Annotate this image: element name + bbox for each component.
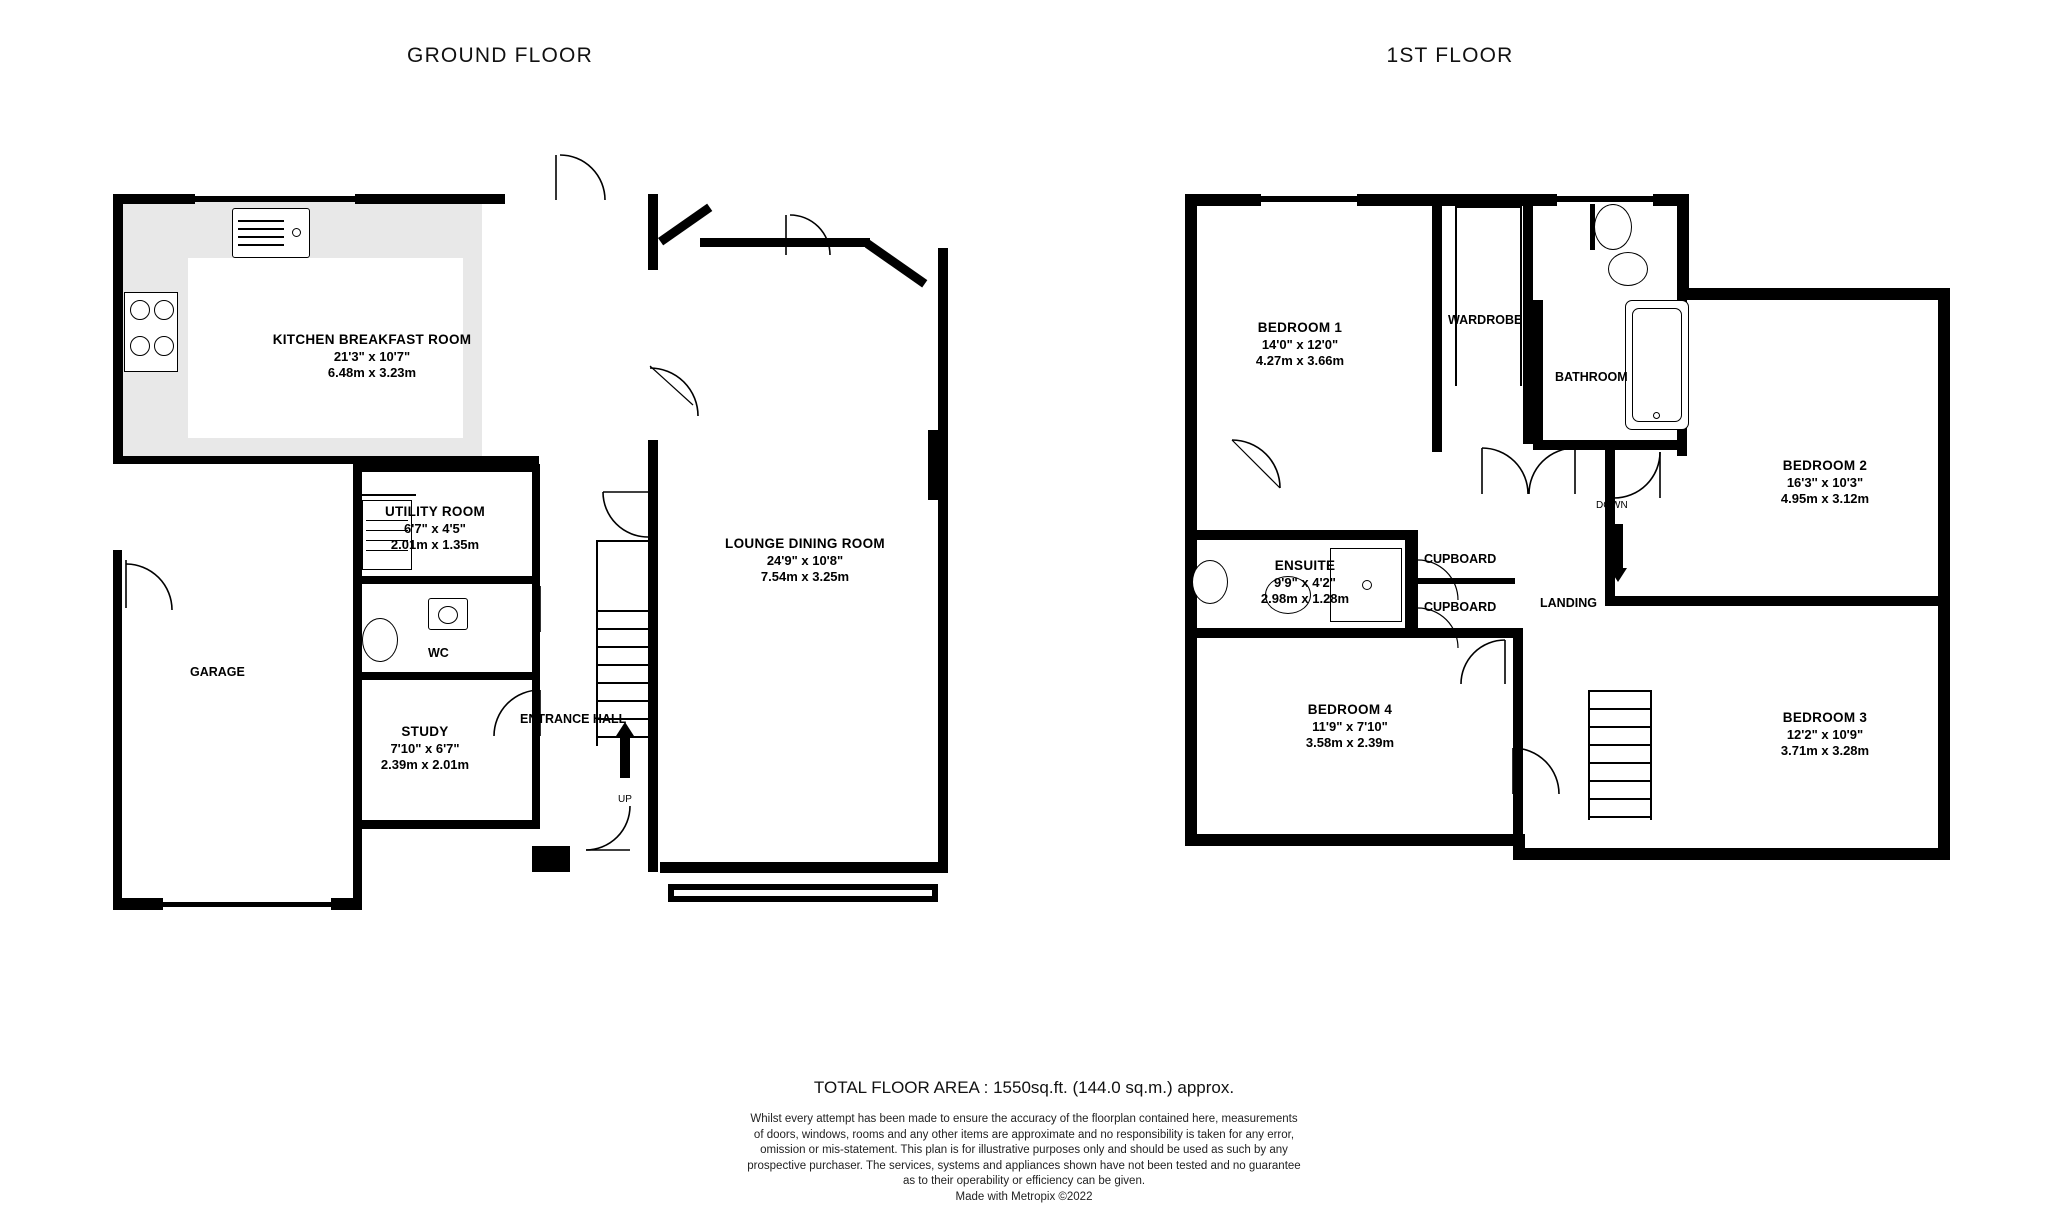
kitchen-sink-drain-icon bbox=[292, 228, 301, 237]
room-label-kitchen bbox=[182, 332, 562, 382]
room-label-wc: WC bbox=[428, 646, 449, 660]
kitchen-sink-line-2 bbox=[238, 228, 284, 230]
room-dims-metric: 2.98m x 1.28m bbox=[1180, 591, 1430, 608]
room-dims-imperial: 11'9" x 7'10" bbox=[1205, 719, 1495, 736]
utility-worktop bbox=[358, 494, 416, 496]
room-name: BEDROOM 4 bbox=[1205, 702, 1495, 719]
wall-bay-window-left bbox=[668, 884, 674, 902]
room-label-lounge bbox=[610, 536, 1000, 586]
stair-down-arrow-shaft bbox=[1613, 524, 1623, 570]
wall-ff-ext-top bbox=[1677, 288, 1950, 300]
wall-ensuite-bottom bbox=[1185, 628, 1415, 638]
wall-garage-left bbox=[113, 550, 122, 910]
wall-porch-right-diag bbox=[865, 240, 928, 288]
wardrobe-line-top bbox=[1455, 206, 1521, 208]
hob-ring-4 bbox=[154, 336, 174, 356]
stair-up-arrow-shaft bbox=[620, 732, 630, 778]
wall-bay-window-right bbox=[932, 884, 938, 902]
room-dims-imperial: 24'9" x 10'8" bbox=[610, 553, 1000, 570]
room-dims-imperial: 6'7" x 4'5" bbox=[285, 521, 585, 538]
room-name: UTILITY ROOM bbox=[285, 504, 585, 521]
room-label-cupboard-2: CUPBOARD bbox=[1424, 600, 1496, 614]
first-floor-title: 1ST FLOOR bbox=[1250, 44, 1650, 68]
room-label-utility bbox=[285, 504, 585, 554]
ground-floor-title: GROUND FLOOR bbox=[300, 44, 700, 68]
room-dims-imperial: 9'9" x 4'2" bbox=[1180, 575, 1430, 592]
disclaimer-line: as to their operability or efficiency can be given. bbox=[0, 1174, 2048, 1190]
room-label-wardrobe: WARDROBE bbox=[1448, 313, 1522, 327]
room-dims-metric: 6.48m x 3.23m bbox=[182, 365, 562, 382]
kitchen-sink-line-4 bbox=[238, 244, 284, 246]
wall-utility-bottom bbox=[353, 576, 540, 584]
disclaimer-line: of doors, windows, rooms and any other items are approximate and no responsibility is taken for any error, bbox=[0, 1128, 2048, 1144]
room-dims-imperial: 12'2" x 10'9" bbox=[1680, 727, 1970, 744]
room-label-study bbox=[300, 724, 550, 774]
bathroom-basin-icon bbox=[1608, 252, 1648, 286]
wc-cistern bbox=[356, 616, 362, 662]
wall-wardrobe-right bbox=[1523, 194, 1533, 444]
disclaimer-line: Whilst every attempt has been made to ensure the accuracy of the floorplan contained here, measurements bbox=[0, 1112, 2048, 1128]
room-label-cupboard-1: CUPBOARD bbox=[1424, 552, 1496, 566]
room-label-bedroom-2 bbox=[1680, 458, 1970, 508]
room-name: STUDY bbox=[300, 724, 550, 741]
wall-ff-right-upper bbox=[1677, 194, 1689, 296]
room-dims-metric: 4.95m x 3.12m bbox=[1680, 491, 1970, 508]
room-name: BEDROOM 1 bbox=[1155, 320, 1445, 337]
room-label-bedroom-1 bbox=[1155, 320, 1445, 370]
hob-ring-1 bbox=[130, 300, 150, 320]
room-dims-metric: 7.54m x 3.25m bbox=[610, 569, 1000, 586]
bathroom-bath-inner bbox=[1632, 308, 1682, 422]
wall-ff-bottom-window-2 bbox=[1260, 836, 1390, 842]
room-name: BEDROOM 2 bbox=[1680, 458, 1970, 475]
made-with-credit: Made with Metropix ©2022 bbox=[0, 1190, 2048, 1205]
wall-bed4-top bbox=[1415, 628, 1523, 638]
room-label-landing: LANDING bbox=[1540, 596, 1597, 610]
wall-ff-left bbox=[1185, 194, 1197, 846]
room-dims-metric: 3.71m x 3.28m bbox=[1680, 743, 1970, 760]
room-label-ensuite bbox=[1180, 558, 1430, 608]
room-dims-imperial: 16'3'' x 10'3" bbox=[1680, 475, 1970, 492]
wall-cupboard-divider bbox=[1415, 578, 1515, 584]
room-dims-imperial: 21'3" x 10'7" bbox=[182, 349, 562, 366]
wall-porch-top-mid bbox=[700, 238, 870, 247]
room-label-bedroom-4 bbox=[1205, 702, 1495, 752]
room-label-entrance-hall: ENTRANCE HALL bbox=[520, 712, 626, 726]
hob-ring-2 bbox=[154, 300, 174, 320]
bathroom-cistern bbox=[1590, 204, 1595, 250]
wall-bathroom-left bbox=[1533, 300, 1543, 446]
wall-ff-top-window-1 bbox=[1261, 196, 1357, 202]
room-name: LOUNGE DINING ROOM bbox=[610, 536, 1000, 553]
room-name: ENSUITE bbox=[1180, 558, 1430, 575]
wardrobe-line-right bbox=[1520, 206, 1522, 386]
wall-bed2-bottom bbox=[1605, 596, 1950, 606]
wall-kitchen-top-right bbox=[355, 194, 505, 204]
wall-bay-window-outer bbox=[668, 884, 938, 890]
room-label-garage: GARAGE bbox=[190, 665, 245, 679]
room-dims-imperial: 14'0" x 12'0" bbox=[1155, 337, 1445, 354]
wall-ff-ext-right bbox=[1938, 288, 1950, 860]
total-floor-area: TOTAL FLOOR AREA : 1550sq.ft. (144.0 sq.m.) approx. bbox=[0, 1078, 2048, 1098]
wall-hall-bottom-left bbox=[532, 846, 570, 872]
wall-ff-top-window-2 bbox=[1557, 196, 1653, 202]
room-dims-imperial: 7'10" x 6'7" bbox=[300, 741, 550, 758]
wall-garage-bottom-right bbox=[331, 898, 353, 910]
room-label-bathroom: BATHROOM bbox=[1555, 370, 1628, 384]
wardrobe-line-left bbox=[1455, 206, 1457, 386]
bathroom-bath-plug-icon bbox=[1653, 412, 1660, 419]
wall-ff-bottom-window bbox=[1700, 850, 1845, 856]
wc-basin-bowl bbox=[438, 606, 458, 624]
wall-kitchen-bottom bbox=[123, 456, 539, 464]
wall-wc-right bbox=[532, 576, 540, 680]
disclaimer-line: omission or mis-statement. This plan is for illustrative purposes only and should be used as such by any bbox=[0, 1143, 2048, 1159]
room-name: KITCHEN BREAKFAST ROOM bbox=[182, 332, 562, 349]
room-dims-metric: 3.58m x 2.39m bbox=[1205, 735, 1495, 752]
room-dims-metric: 2.01m x 1.35m bbox=[285, 537, 585, 554]
wall-wc-bottom bbox=[353, 672, 540, 680]
disclaimer-line: prospective purchaser. The services, systems and appliances shown have not been tested and no guarantee bbox=[0, 1159, 2048, 1175]
wall-ensuite-top bbox=[1185, 530, 1415, 540]
wall-bay-window-inner bbox=[668, 896, 938, 902]
stair-direction-up-label: UP bbox=[618, 794, 632, 805]
wall-bed4-right bbox=[1513, 638, 1523, 838]
kitchen-sink-line-1 bbox=[238, 220, 284, 222]
wall-garage-bottom-left bbox=[113, 898, 163, 910]
wall-garage-door bbox=[163, 902, 331, 907]
bathroom-toilet-icon bbox=[1594, 204, 1632, 250]
room-name: BEDROOM 3 bbox=[1680, 710, 1970, 727]
wall-hall-left bbox=[648, 194, 658, 270]
wall-lounge-right-bay bbox=[928, 430, 948, 500]
disclaimer-text bbox=[0, 1112, 2048, 1205]
wc-toilet-icon bbox=[362, 618, 398, 662]
wall-left-upper bbox=[113, 194, 123, 464]
wall-utility-top bbox=[353, 464, 540, 472]
room-dims-metric: 4.27m x 3.66m bbox=[1155, 353, 1445, 370]
stair-direction-down-label: DOWN bbox=[1596, 500, 1628, 511]
kitchen-sink-line-3 bbox=[238, 236, 284, 238]
hob-ring-3 bbox=[130, 336, 150, 356]
stair-down-arrow-head bbox=[1609, 568, 1627, 582]
wall-kitchen-top-window bbox=[195, 196, 355, 202]
wall-study-bottom-sill bbox=[380, 822, 490, 827]
room-label-bedroom-3 bbox=[1680, 710, 1970, 760]
wall-kitchen-top-left bbox=[113, 194, 195, 204]
room-dims-metric: 2.39m x 2.01m bbox=[300, 757, 550, 774]
wall-lounge-bottom bbox=[660, 862, 948, 873]
